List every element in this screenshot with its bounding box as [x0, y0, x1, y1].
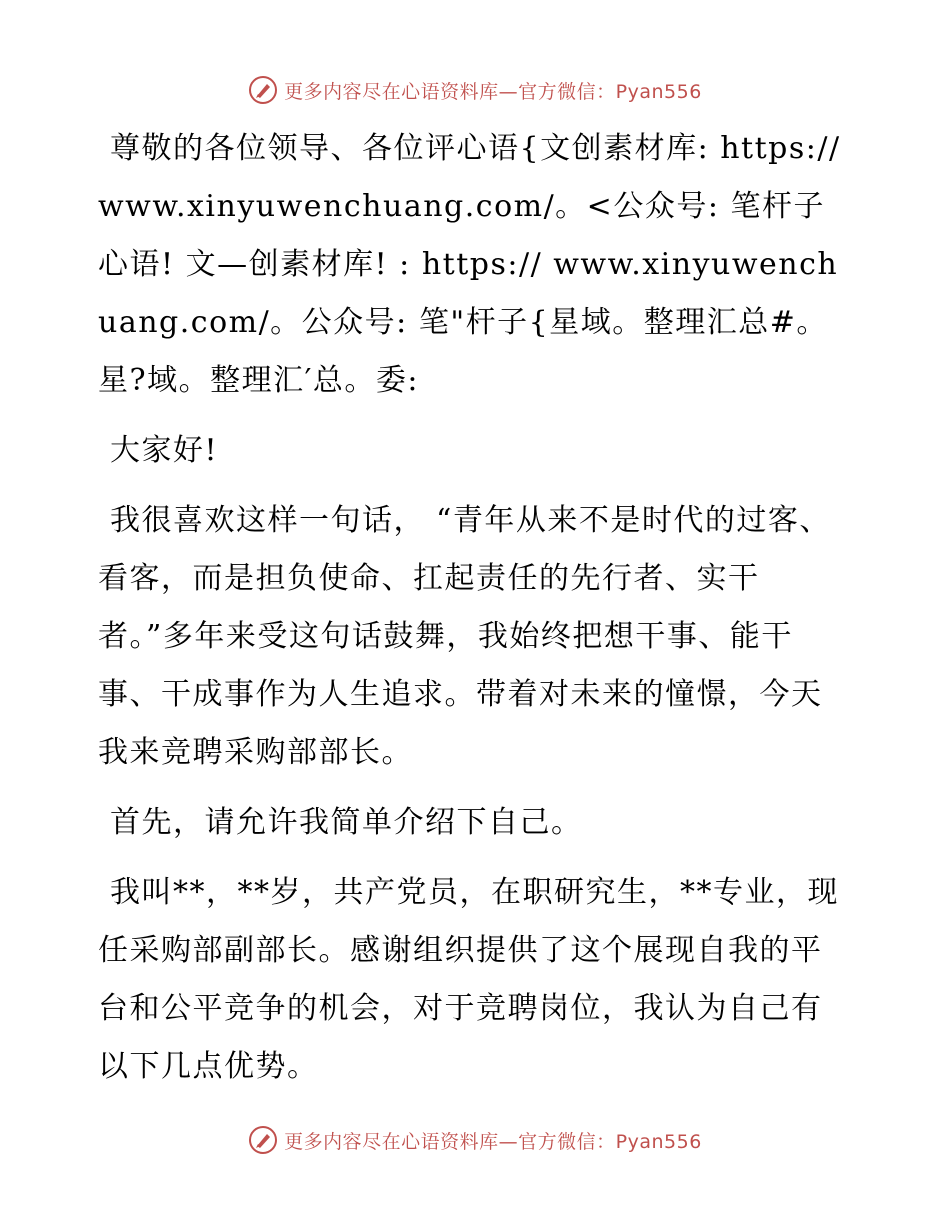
- paragraph-greeting: 大家好!: [110, 433, 219, 468]
- header-watermark: [0, 70, 950, 110]
- watermark-text: 更多内容尽在心语资料库—官方微信：Pyan556: [284, 1130, 702, 1153]
- watermark-text: 更多内容尽在心语资料库—官方微信：Pyan556: [284, 80, 702, 103]
- pen-nib-logo-icon: [248, 1125, 278, 1155]
- paragraph-quote: 我很喜欢这样一句话， “青年从来不是时代的过客、看客，而是担负使命、扛起责任的先行者、实干者。”多年来受这句话鼓舞，我始终把想干事、能干事、干成事作为人生追求。带着对未来的憧憬，今天我来竞聘采购部部长。: [98, 503, 831, 770]
- paragraph-intro: 首先，请允许我简单介绍下自己。: [110, 805, 583, 840]
- document-body: [98, 120, 850, 1108]
- paragraph-salutation: 尊敬的各位领导、各位评心语{文创素材库: https://www.xinyuwenchuang.com/。<公众号: 笔杆子心语! 文—创素材库! : https:// www.xinyuwenchuang.com/。公众号: 笔"杆子{星域。整理汇总#。星?域。整理汇′总。委:: [98, 131, 841, 398]
- pen-nib-logo-icon: [248, 75, 278, 105]
- footer-watermark: [0, 1120, 950, 1160]
- paragraph-self-introduction: 我叫**，**岁，共产党员，在职研究生，**专业，现任采购部副部长。感谢组织提供了这个展现自我的平台和公平竞争的机会，对于竞聘岗位，我认为自己有以下几点优势。: [98, 875, 839, 1084]
